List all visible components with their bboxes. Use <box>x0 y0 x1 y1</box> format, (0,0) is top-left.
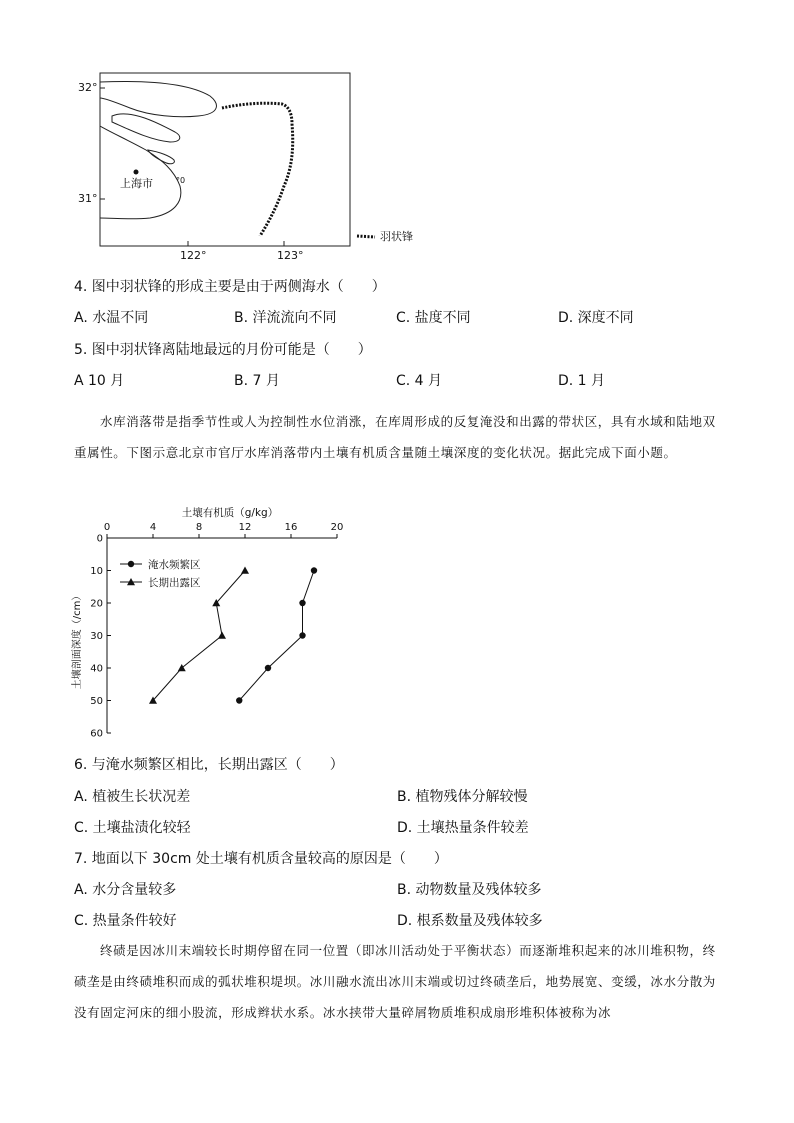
small-island-label: °0 <box>176 176 186 185</box>
lon-123-label: 123° <box>277 249 304 262</box>
q7-option-a[interactable]: A. 水分含量较多 <box>74 882 177 898</box>
q6-option-c[interactable]: C. 土壤盐渍化较轻 <box>74 820 191 836</box>
data-point-triangle <box>241 567 249 574</box>
lat-32-label: 32° <box>78 81 98 94</box>
question-5-stem: 5. 图中羽状锋离陆地最远的月份可能是（ ） <box>74 342 372 358</box>
question-6-stem: 6. 与淹水频繁区相比，长期出露区（ ） <box>74 757 344 773</box>
y-tick-label: 30 <box>90 631 103 642</box>
legend-label-1: 淹水频繁区 <box>148 559 201 571</box>
q5-option-d[interactable]: D. 1 月 <box>558 373 606 389</box>
y-tick-label: 40 <box>90 663 103 675</box>
y-tick-label: 20 <box>90 598 103 610</box>
chart-title: 土壤有机质（g/kg） <box>181 507 279 519</box>
q4-option-b[interactable]: B. 洋流流向不同 <box>234 310 337 326</box>
x-tick-label: 12 <box>238 522 252 533</box>
shanghai-dot <box>134 170 139 175</box>
data-point-circle <box>299 600 305 606</box>
q4-option-c[interactable]: C. 盐度不同 <box>396 310 471 326</box>
lat-31-label: 31° <box>78 192 98 205</box>
soil-organic-matter-chart <box>70 500 370 740</box>
shanghai-plume-front-map <box>70 68 430 262</box>
legend-plume-symbol <box>357 236 375 237</box>
coastline <box>100 82 216 117</box>
q7-option-c[interactable]: C. 热量条件较好 <box>74 913 177 929</box>
x-tick-label: 20 <box>330 522 344 533</box>
y-tick-label: 50 <box>90 696 103 707</box>
q6-option-b[interactable]: B. 植物残体分解较慢 <box>397 789 528 805</box>
q6-option-a[interactable]: A. 植被生长状况差 <box>74 789 191 805</box>
q7-option-d[interactable]: D. 根系数量及残体较多 <box>397 913 543 929</box>
y-tick-label: 10 <box>90 566 103 577</box>
question-4-stem: 4. 图中羽状锋的形成主要是由于两侧海水（ ） <box>74 279 386 295</box>
data-point-circle <box>236 697 242 703</box>
data-point-circle <box>265 665 271 671</box>
x-tick-label: 16 <box>284 522 298 533</box>
q7-option-b[interactable]: B. 动物数量及残体较多 <box>397 882 542 898</box>
data-point-circle <box>299 632 305 638</box>
data-point-triangle <box>178 664 186 671</box>
x-tick-label: 0 <box>103 522 111 533</box>
legend-plume-label: 羽状锋 <box>380 230 413 243</box>
plume-front <box>222 103 293 236</box>
x-tick-label: 4 <box>149 522 157 533</box>
y-axis-label: 土壤剖面深度（/cm） <box>72 590 83 690</box>
city-label: 上海市 <box>120 177 153 190</box>
x-tick-label: 8 <box>195 522 203 533</box>
moraine-intro-paragraph: 终碛是因冰川末端较长时期停留在同一位置（即冰川活动处于平衡状态）而逐渐堆积起来的冰川堆积物，终碛垄是由终碛堆积而成的弧状堆积堤坝。冰川融水流出冰川末端或切过终碛垄后，地势展宽、变缓，冰水分散为没有固定河床的细小股流，形成辫状水系。冰水挟带大量碎屑物质堆积成扇形堆积体被称为冰 <box>74 943 716 1020</box>
legend-label-2: 长期出露区 <box>148 577 201 589</box>
map-frame <box>100 73 350 246</box>
q6-option-d[interactable]: D. 土壤热量条件较差 <box>397 820 529 836</box>
series-line-2 <box>153 571 245 701</box>
y-tick-label: 60 <box>90 728 103 740</box>
data-point-circle <box>311 567 317 573</box>
q4-option-d[interactable]: D. 深度不同 <box>558 310 634 326</box>
q5-option-c[interactable]: C. 4 月 <box>396 373 443 389</box>
legend-marker-circle <box>128 561 134 567</box>
y-tick-label: 0 <box>96 533 103 545</box>
q4-option-a[interactable]: A. 水温不同 <box>74 310 149 326</box>
south-bank <box>100 126 181 219</box>
q5-option-b[interactable]: B. 7 月 <box>234 373 280 389</box>
estuary-shoal <box>148 150 174 164</box>
lon-122-label: 122° <box>180 249 207 262</box>
q5-option-a[interactable]: A 10 月 <box>74 373 125 389</box>
reservoir-intro-paragraph: 水库消落带是指季节性或人为控制性水位消涨，在库周形成的反复淹没和出露的带状区，具有水域和陆地双重属性。下图示意北京市官厅水库消落带内土壤有机质含量随土壤深度的变化状况。据此完成下面小题。 <box>74 414 716 460</box>
data-point-triangle <box>218 632 226 639</box>
question-7-stem: 7. 地面以下 30cm 处土壤有机质含量较高的原因是（ ） <box>74 851 448 867</box>
